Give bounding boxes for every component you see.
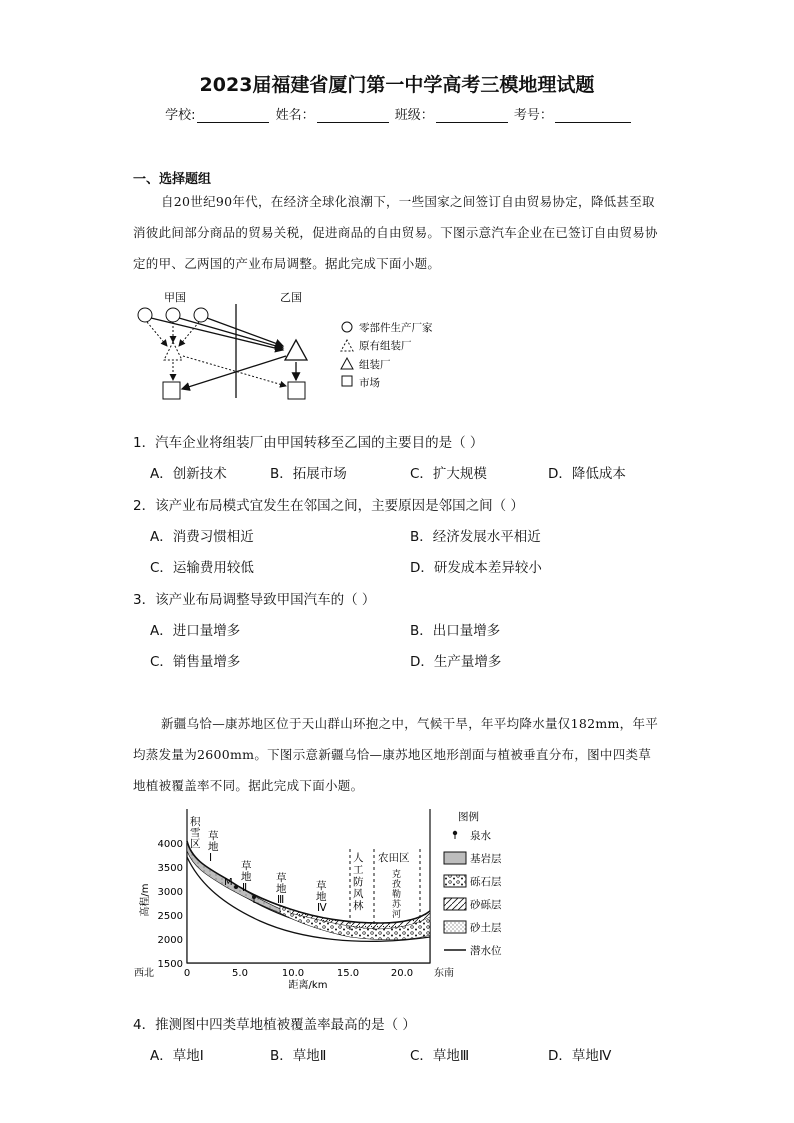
zone-snow bbox=[190, 815, 201, 850]
q1-option-d[interactable]: D．降低成本 bbox=[548, 466, 626, 482]
y-axis-label: 高程/m bbox=[140, 883, 151, 917]
legend-water-table: 潜水位 bbox=[470, 945, 502, 957]
q3-option-c[interactable]: C．销售量增多 bbox=[150, 654, 241, 670]
zone-grass-4: 草地 Ⅳ bbox=[316, 880, 327, 914]
y-tick-3500: 3500 bbox=[157, 863, 183, 874]
country-a-label: 甲国 bbox=[164, 291, 186, 304]
class-blank[interactable] bbox=[436, 108, 508, 123]
school-blank[interactable] bbox=[197, 108, 269, 123]
question-1-stem: 1．汽车企业将组装厂由甲国转移至乙国的主要目的是（ ） bbox=[133, 435, 484, 451]
market-a bbox=[163, 382, 180, 399]
passage-2: 新疆乌恰—康苏地区位于天山群山环抱之中，气候干旱，年平均降水量仅182mm，年平均蒸发量为2600mm。下图示意新疆乌恰—康苏地区地形剖面与植被垂直分布，图中四类草地植被覆盖率不同。据此完成下面小题。 bbox=[133, 716, 659, 793]
q4-option-a[interactable]: A．草地Ⅰ bbox=[150, 1048, 204, 1064]
question-4-stem: 4．推测图中四类草地植被覆盖率最高的是（ ） bbox=[133, 1017, 416, 1033]
question-3-stem: 3．该产业布局调整导致甲国汽车的（ ） bbox=[133, 592, 376, 608]
zone-snow-c1: 积 bbox=[190, 816, 201, 828]
point-m-label: M bbox=[224, 877, 233, 888]
q3-option-a[interactable]: A．进口量增多 bbox=[150, 623, 241, 639]
q2-option-a[interactable]: A．消费习惯相近 bbox=[150, 529, 254, 545]
sandy-swatch bbox=[444, 921, 466, 933]
legend-parts: 零部件生产厂家 bbox=[359, 322, 433, 334]
q4-option-d[interactable]: D．草地Ⅳ bbox=[548, 1048, 612, 1064]
x-axis-label: 距离/km bbox=[288, 980, 328, 991]
q2-option-b[interactable]: B．经济发展水平相近 bbox=[410, 529, 541, 545]
page-title: 2023届福建省厦门第一中学高考三模地理试题 bbox=[199, 74, 595, 96]
parts-factory-icon bbox=[342, 322, 352, 332]
terrain-legend bbox=[440, 808, 530, 958]
q3-option-b[interactable]: B．出口量增多 bbox=[410, 623, 501, 639]
legend-original-assembly: 原有组装厂 bbox=[359, 340, 412, 352]
assembly-plant bbox=[285, 340, 307, 360]
country-b-label: 乙国 bbox=[280, 291, 302, 304]
legend-title: 图例 bbox=[458, 811, 479, 823]
x-tick-15: 15.0 bbox=[336, 968, 360, 979]
parts-factory-1 bbox=[138, 308, 152, 322]
zone-windbreak: 人工防风林 bbox=[353, 852, 364, 912]
name-blank[interactable] bbox=[317, 108, 389, 123]
legend-sandgravel: 砂砾层 bbox=[470, 899, 502, 911]
y-tick-2500: 2500 bbox=[157, 911, 183, 922]
section-heading: 一、选择题组 bbox=[133, 172, 212, 187]
zone-grass-3: 草地 Ⅲ bbox=[276, 872, 287, 906]
direction-northwest: 西北 bbox=[134, 968, 154, 979]
legend-sandy: 砂土层 bbox=[470, 922, 502, 934]
assembly-icon bbox=[341, 358, 353, 369]
spring-point-1 bbox=[234, 885, 238, 889]
q1-option-a[interactable]: A．创新技术 bbox=[150, 466, 227, 482]
zone-grass-1: 草地 Ⅰ bbox=[208, 830, 219, 864]
passage-1: 自20世纪90年代，在经济全球化浪潮下，一些国家之间签订自由贸易协定，降低甚至取消彼此间部分商品的贸易关税，促进商品的自由贸易。下图示意汽车企业在已签订自由贸易协定的甲、乙两国的产业布局调整。据此完成下面小题。 bbox=[133, 194, 658, 271]
gravel-swatch bbox=[444, 875, 466, 887]
legend-bedrock: 基岩层 bbox=[470, 853, 502, 865]
q2-option-c[interactable]: C．运输费用较低 bbox=[150, 560, 254, 576]
legend-assembly: 组装厂 bbox=[359, 359, 391, 371]
sandgravel-swatch bbox=[444, 898, 466, 910]
parts-factory-3 bbox=[194, 308, 208, 322]
q3-option-d[interactable]: D．生产量增多 bbox=[410, 654, 502, 670]
y-tick-3000: 3000 bbox=[157, 887, 183, 898]
zone-farmland: 农田区 bbox=[378, 852, 410, 864]
zone-snow-c2: 雪 bbox=[190, 827, 201, 839]
original-assembly-plant bbox=[164, 342, 182, 360]
q1-option-c[interactable]: C．扩大规模 bbox=[410, 466, 487, 482]
x-tick-5: 5.0 bbox=[232, 968, 248, 979]
y-tick-2000: 2000 bbox=[157, 935, 183, 946]
parts-factory-2 bbox=[166, 308, 180, 322]
market-b bbox=[288, 382, 305, 399]
school-label: 学校: bbox=[165, 108, 196, 123]
direction-southeast: 东南 bbox=[434, 968, 454, 979]
diagram-legend bbox=[340, 318, 480, 392]
question-2-stem: 2．该产业布局模式宜发生在邻国之间，主要原因是邻国之间（ ） bbox=[133, 498, 524, 514]
y-tick-1500: 1500 bbox=[157, 959, 183, 970]
legend-gravel: 砾石层 bbox=[470, 876, 502, 888]
legend-market: 市场 bbox=[359, 377, 380, 389]
x-tick-0: 0 bbox=[183, 968, 191, 979]
y-tick-4000: 4000 bbox=[157, 839, 183, 850]
exam-no-label: 考号： bbox=[513, 108, 553, 123]
zone-snow-c3: 区 bbox=[190, 838, 201, 850]
student-info-fields bbox=[0, 104, 794, 123]
market-icon bbox=[342, 376, 352, 386]
x-tick-10: 10.0 bbox=[281, 968, 305, 979]
zone-grass-2: 草地 Ⅱ bbox=[241, 860, 252, 894]
q4-option-c[interactable]: C．草地Ⅲ bbox=[410, 1048, 470, 1064]
exam-no-blank[interactable] bbox=[555, 108, 631, 123]
x-tick-20: 20.0 bbox=[390, 968, 414, 979]
q2-option-d[interactable]: D．研发成本差异较小 bbox=[410, 560, 542, 576]
legend-spring: 泉水 bbox=[470, 830, 491, 842]
original-assembly-icon bbox=[341, 340, 353, 351]
bedrock-swatch bbox=[444, 852, 466, 864]
q1-option-b[interactable]: B．拓展市场 bbox=[270, 466, 347, 482]
name-label: 姓名： bbox=[275, 108, 315, 123]
class-label: 班级： bbox=[394, 108, 434, 123]
q4-option-b[interactable]: B．草地Ⅱ bbox=[270, 1048, 327, 1064]
river-label: 克孜勒苏河 bbox=[392, 870, 402, 920]
